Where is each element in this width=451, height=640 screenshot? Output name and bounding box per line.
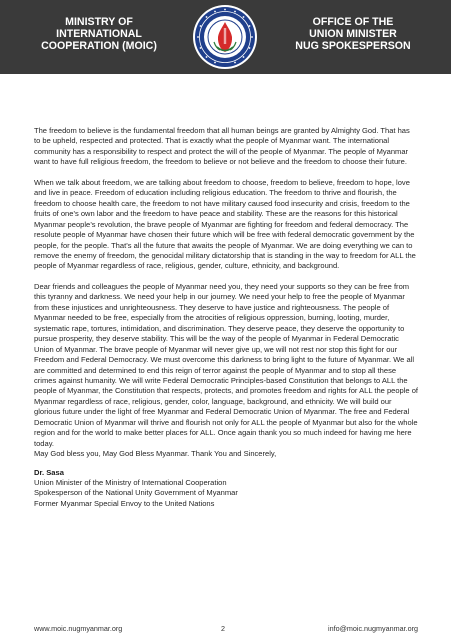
- email-link[interactable]: info@moic.nugmyanmar.org: [328, 624, 418, 633]
- letter-body: [34, 126, 418, 509]
- signatory-title: Former Myanmar Special Envoy to the United Nations: [34, 498, 215, 508]
- ministry-title: MINISTRY OF INTERNATIONAL COOPERATION (MOIC): [41, 16, 157, 52]
- signatory-name: Dr. Sasa: [34, 467, 64, 477]
- spokesperson-office-title: OFFICE OF THE UNION MINISTER NUG SPOKESPERSON: [295, 16, 411, 52]
- closing-line: May God bless you, May God Bless Myanmar. Thank You and Sincerely,: [34, 449, 277, 459]
- signatory-title: Spokesperson of the National Unity Government of Myanmar: [34, 488, 238, 498]
- signature-block: [34, 467, 418, 509]
- signatory-title: Union Minister of the Ministry of International Cooperation: [34, 477, 227, 487]
- page-number: 2: [221, 624, 225, 633]
- letterhead-bar: [0, 0, 451, 74]
- body-paragraph: The freedom to believe is the fundamental freedom that all human beings are granted by Almighty God. That has to be upheld, respected and protected. That is exactly what the people of Myanmar want. The international community has a responsibility to respect and protect the will of the people of Myanmar. The people of Myanmar want to have full religious freedom, the freedom to believe or not believe and the freedom to choose their future.: [34, 126, 410, 167]
- ministry-seal-icon: [192, 4, 258, 70]
- website-link[interactable]: www.moic.nugmyanmar.org: [34, 624, 123, 633]
- body-paragraph: Dear friends and colleagues the people of Myanmar need you, they need your supports so they can be free from this tyranny and darkness. We need your help in our journey. We need your help to free the people of Myanmar from these injustices and unrighteousness. They deserve to have justice and righteousness. The people of Myanmar needed to be free, especially from the atrocities of religious oppression, burning, looting, murder, systematic rape, tortures, intimidation, and discrimination. They deserve peace, they deserve the opportunity to pursue prosperity, they deserve stability. This will be the way of the people of Myanmar in Federal Democratic Union of Myanmar. The brave people of Myanmar will never give up, we will not rest nor stop this fight for our Freedom and Federal Democracy. We must overcome this darkness to bring light to the future of Myanmar. We all are committed and determined to end this reign of terror against the people of Myanmar and to stop all these crimes against humanity. We will write Federal Democratic Principles-based Constitution that belongs to ALL the people of Myanmar, the Constitution that respects, protects, and promotes freedom and rights for ALL the people of Myanmar regardless of race, religious, gender, color, language, background, and ethnicity. We will build our glorious future under the light of free Myanmar and Federal Democratic Union of Myanmar. The free and Federal Democratic Union of Myanmar will thrive and flourish not only for ALL the people of Myanmar but also for the whole region and for the world to make better places for ALL. Once again thank you so much indeed for having me here today.: [34, 281, 418, 448]
- body-paragraph: When we talk about freedom, we are talking about freedom to choose, freedom to believe, freedom to hope, love and live in peace. Freedom of education including religious education. The freedom to thrive and flourish, the freedom to choose health care, the freedom to not have military caused food insecurity and crisis, freedom to the fruits of one’s own labor and the freedom to have peace and stability. These are the reasons for this historical Myanmar people’s revolution, the brave people of Myanmar are fighting for freedom and federal democracy. The resolute people of Myanmar have chosen their future which will be free with federal democratic government by the people, for the people. That’s all the future that awaits the people of Myanmar. We are doing everything we can to remove the enemy of freedom, the genocidal military dictatorship that is standing in the way to freedom for ALL the people of Myanmar regardless of race, religious, gender, culture, ethnicity, and background.: [34, 177, 416, 271]
